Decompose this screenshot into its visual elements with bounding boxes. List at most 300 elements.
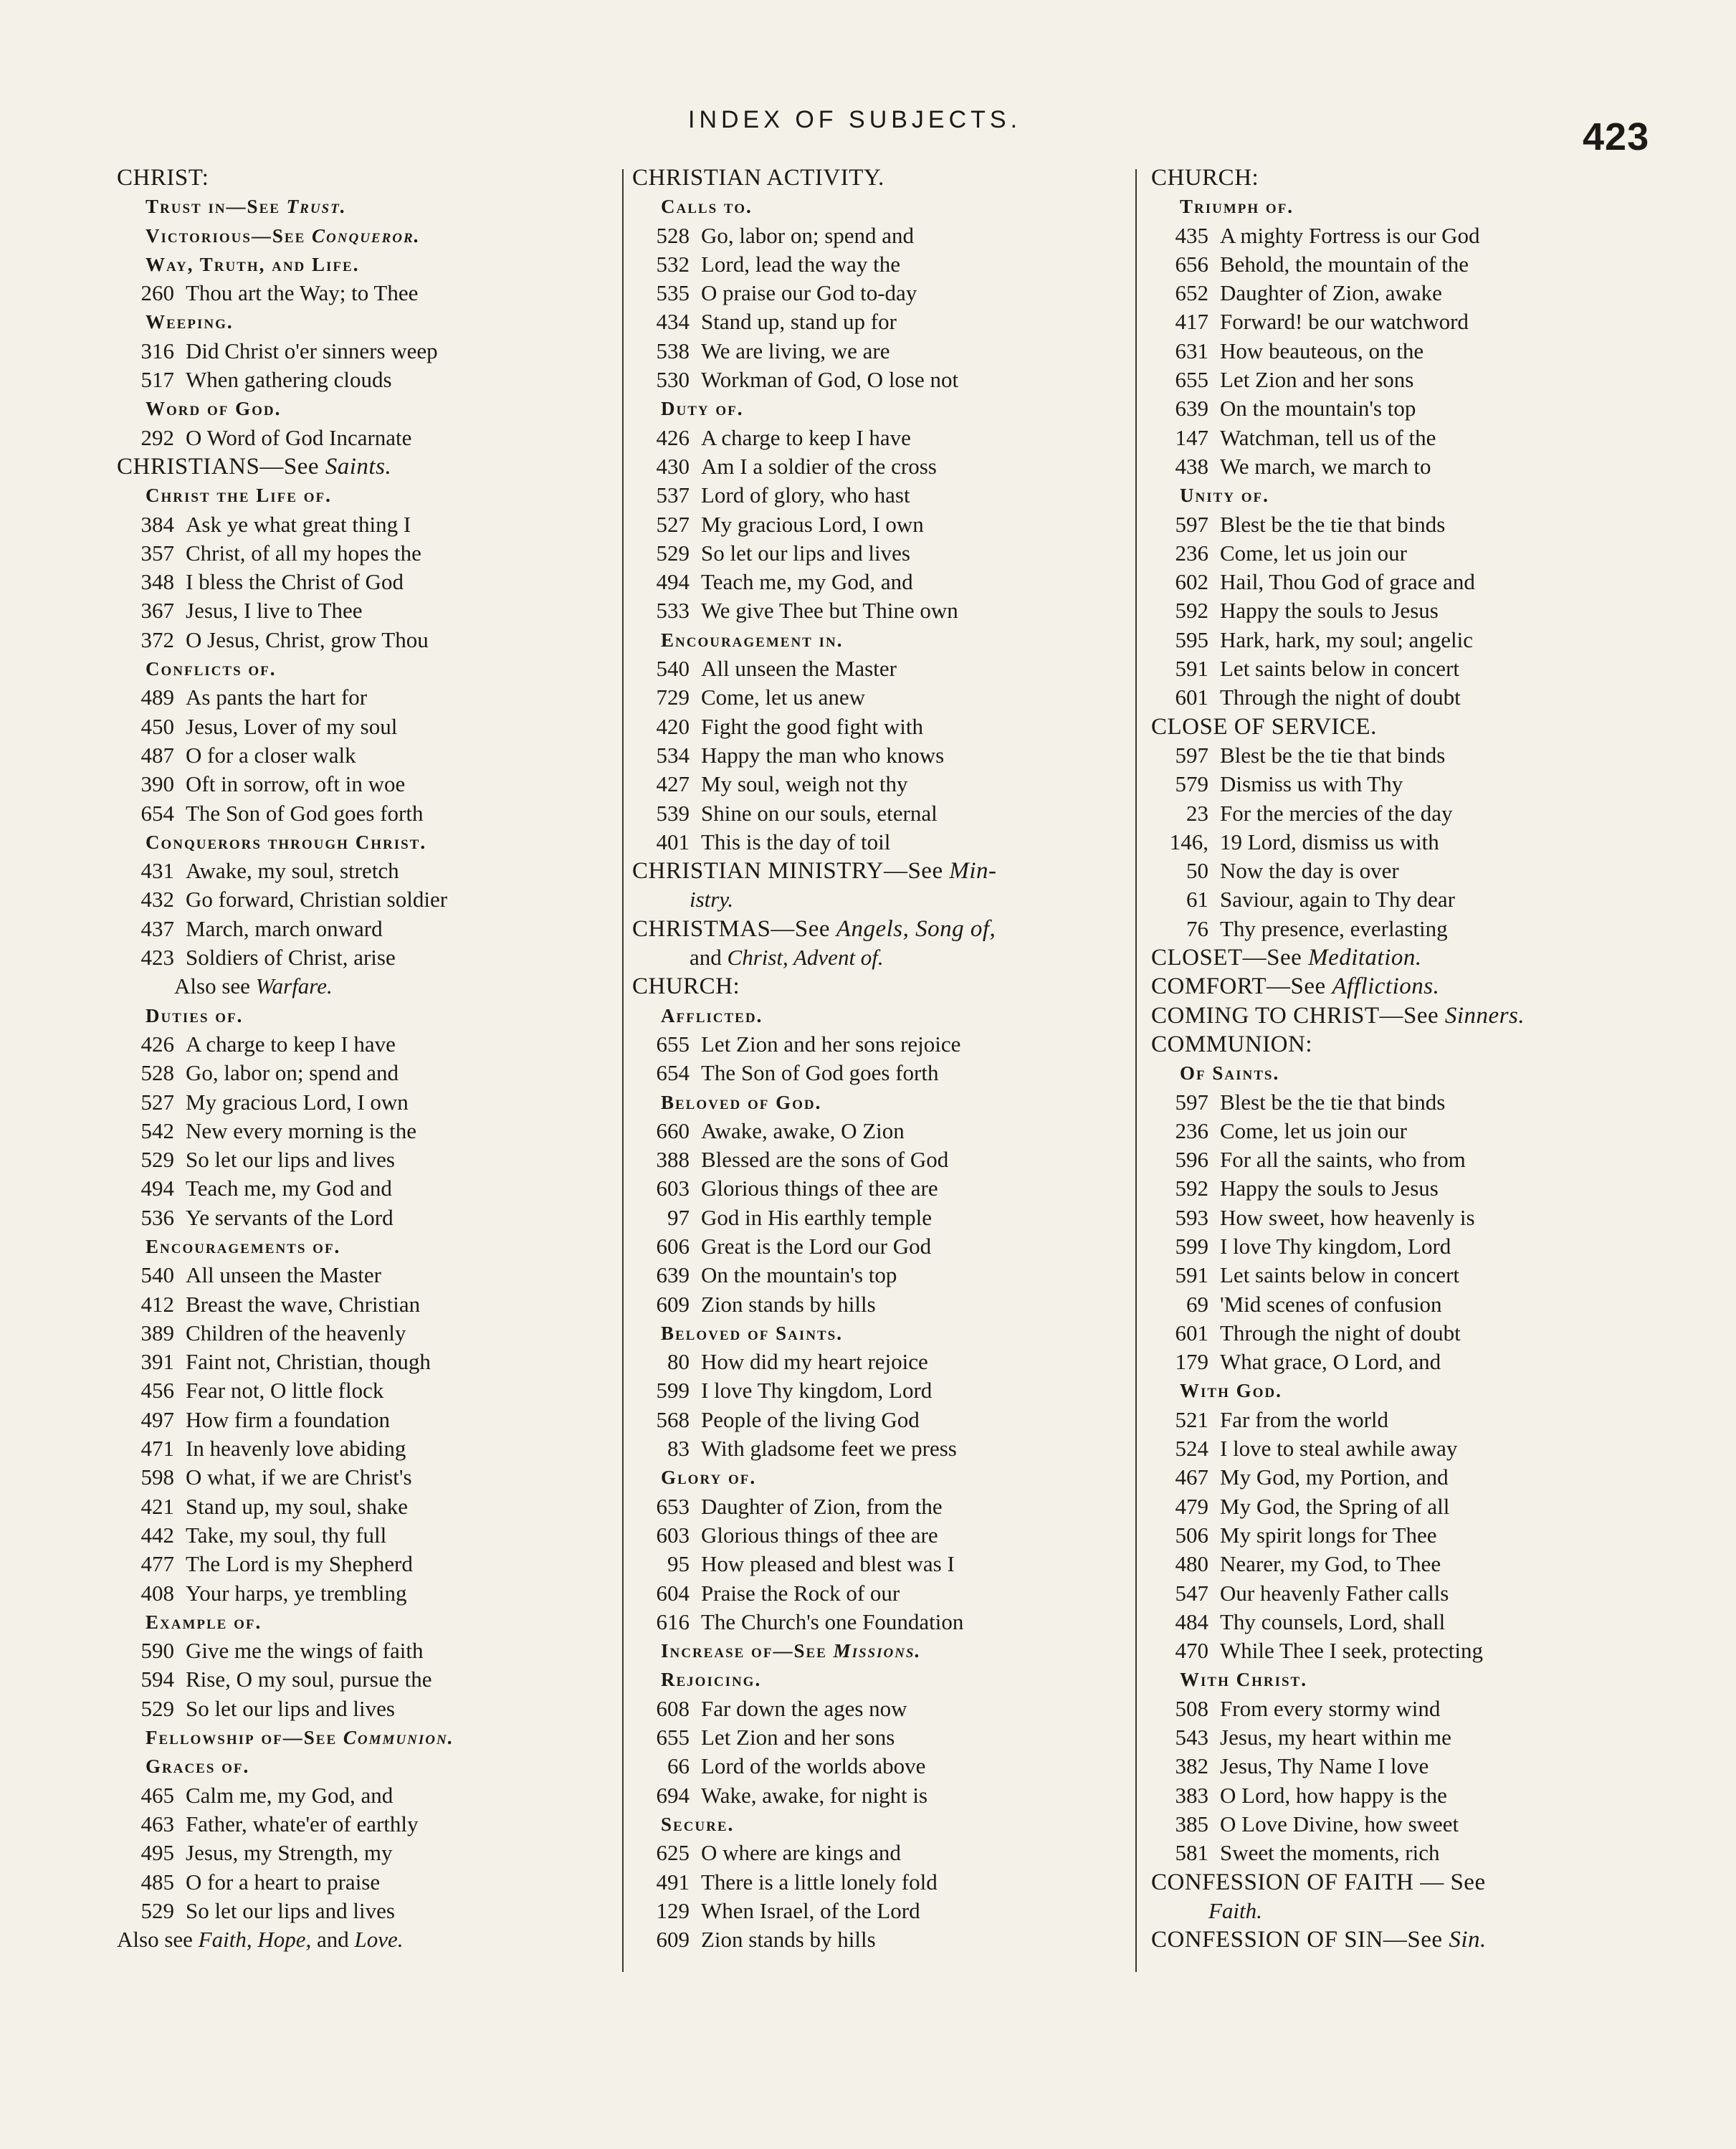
hymn-entry <box>1151 1492 1674 1521</box>
heading-text: CLOSE OF SERVICE. <box>1151 713 1377 740</box>
hymn-number: 534 <box>656 742 690 768</box>
heading-continuation <box>1151 1897 1674 1925</box>
hymn-entry <box>1151 1723 1674 1752</box>
hymn-number: 579 <box>1175 771 1208 797</box>
index-heading <box>1151 163 1674 192</box>
subheading-text: Trust in—See <box>146 196 280 218</box>
hymn-first-line: Go, labor on; spend and <box>701 222 915 248</box>
hymn-first-line: Hail, Thou God of grace and <box>1220 569 1475 595</box>
hymn-number: 537 <box>656 482 690 508</box>
hymn-first-line: Saviour, again to Thy dear <box>1220 887 1455 913</box>
hymn-first-line: When Israel, of the Lord <box>701 1897 920 1923</box>
hymn-number: 581 <box>1175 1840 1208 1866</box>
index-subheading <box>117 1232 640 1261</box>
hymn-first-line: Lord of the worlds above <box>701 1753 926 1779</box>
hymn-number: 497 <box>140 1406 174 1432</box>
subheading-text: Secure. <box>661 1813 735 1835</box>
hymn-first-line: A mighty Fortress is our God <box>1220 222 1480 248</box>
hymn-number: 594 <box>140 1667 174 1692</box>
hymn-entry <box>117 1695 640 1723</box>
hymn-entry <box>1151 741 1674 770</box>
hymn-entry <box>117 1376 640 1405</box>
hymn-first-line: For all the saints, who from <box>1220 1147 1466 1173</box>
hymn-entry <box>1151 1579 1674 1608</box>
hymn-first-line: So let our lips and lives <box>701 540 910 566</box>
cross-reference: Faith, Hope, <box>198 1927 312 1953</box>
hymn-number: 599 <box>1175 1233 1208 1259</box>
hymn-number: 292 <box>140 424 174 450</box>
hymn-entry <box>117 424 640 452</box>
hymn-entry <box>632 799 1155 828</box>
heading-text: COMMUNION: <box>1151 1031 1313 1057</box>
hymn-first-line: The Lord is my Shepherd <box>186 1551 413 1577</box>
hymn-number: 568 <box>656 1406 690 1432</box>
hymn-entry <box>632 1434 1155 1463</box>
hymn-first-line: So let our lips and lives <box>186 1147 395 1173</box>
index-subheading <box>117 1752 640 1781</box>
hymn-entry <box>1151 770 1674 799</box>
hymn-entry <box>1151 1088 1674 1117</box>
hymn-first-line: Did Christ o'er sinners weep <box>186 338 438 363</box>
hymn-number: 382 <box>1175 1753 1208 1779</box>
hymn-number: 599 <box>656 1378 690 1404</box>
hymn-first-line: We give Thee but Thine own <box>701 598 958 624</box>
hymn-first-line: Lord of glory, who hast <box>701 482 910 508</box>
index-subheading <box>117 394 640 423</box>
hymn-number: 536 <box>140 1204 174 1230</box>
subheading-text: Weeping. <box>146 311 234 333</box>
hymn-first-line: My soul, weigh not thy <box>701 771 908 797</box>
hymn-first-line: Stand up, stand up for <box>701 309 897 335</box>
hymn-number: 465 <box>140 1782 174 1808</box>
hymn-first-line: Daughter of Zion, from the <box>701 1493 943 1519</box>
hymn-entry <box>117 1781 640 1810</box>
hymn-first-line: Children of the heavenly <box>186 1320 406 1345</box>
index-heading <box>632 972 1155 1001</box>
hymn-entry <box>117 1550 640 1578</box>
hymn-number: 83 <box>667 1436 690 1462</box>
hymn-number: 547 <box>1175 1580 1208 1606</box>
hymn-first-line: Fight the good fight with <box>701 713 923 739</box>
hymn-number: 597 <box>1175 511 1208 537</box>
hymn-entry <box>117 1897 640 1925</box>
hymn-first-line: I love to steal awhile away <box>1220 1436 1458 1462</box>
hymn-first-line: Stand up, my soul, shake <box>186 1493 408 1519</box>
index-subheading <box>1151 1059 1674 1087</box>
index-subheading <box>117 1723 640 1752</box>
hymn-entry <box>117 1868 640 1897</box>
hymn-number: 625 <box>656 1840 690 1866</box>
hymn-first-line: My gracious Lord, I own <box>186 1089 409 1115</box>
hymn-number: 603 <box>656 1522 690 1548</box>
hymn-first-line: Let saints below in concert <box>1220 656 1460 682</box>
hymn-first-line: Jesus, my Strength, my <box>186 1840 393 1866</box>
hymn-first-line: Calm me, my God, and <box>186 1782 394 1808</box>
hymn-number: 260 <box>140 280 174 306</box>
hymn-number: 656 <box>1175 251 1208 277</box>
hymn-first-line: Faint not, Christian, though <box>186 1349 431 1375</box>
index-heading <box>1151 1030 1674 1059</box>
hymn-first-line: Our heavenly Father calls <box>1220 1580 1449 1606</box>
hymn-first-line: 'Mid scenes of confusion <box>1220 1291 1442 1317</box>
subheading-text: Conflicts of. <box>146 658 277 680</box>
hymn-first-line: For the mercies of the day <box>1220 800 1453 826</box>
hymn-first-line: Your harps, ye trembling <box>186 1580 407 1606</box>
hymn-entry <box>117 1261 640 1290</box>
hymn-first-line: Daughter of Zion, awake <box>1220 280 1442 306</box>
hymn-first-line: Awake, awake, O Zion <box>701 1118 905 1143</box>
subheading-text: Triumph of. <box>1180 196 1294 218</box>
hymn-entry <box>632 1781 1155 1810</box>
subheading-text: Beloved of God. <box>661 1091 822 1113</box>
hymn-entry <box>632 279 1155 308</box>
hymn-number: 372 <box>140 626 174 652</box>
hymn-first-line: O for a heart to praise <box>186 1869 381 1895</box>
hymn-first-line: O what, if we are Christ's <box>186 1464 412 1490</box>
hymn-first-line: So let our lips and lives <box>186 1695 395 1721</box>
hymn-entry <box>117 683 640 712</box>
hymn-entry <box>117 1463 640 1492</box>
hymn-entry <box>1151 452 1674 481</box>
hymn-entry <box>1151 683 1674 712</box>
hymn-number: 591 <box>1175 1262 1208 1288</box>
hymn-entry <box>1151 337 1674 366</box>
see-also-text: Also see <box>174 973 256 999</box>
hymn-number: 655 <box>656 1725 690 1750</box>
hymn-number: 527 <box>656 511 690 537</box>
hymn-first-line: New every morning is the <box>186 1118 416 1143</box>
hymn-number: 95 <box>667 1551 690 1577</box>
hymn-entry <box>1151 654 1674 683</box>
index-heading <box>117 163 640 192</box>
hymn-first-line: Blessed are the sons of God <box>701 1147 949 1173</box>
subheading-text: Fellowship of—See <box>146 1727 338 1749</box>
hymn-entry <box>632 654 1155 683</box>
hymn-entry <box>632 1261 1155 1290</box>
hymn-number: 97 <box>667 1204 690 1230</box>
hymn-number: 639 <box>1175 396 1208 421</box>
hymn-first-line: Workman of God, O lose not <box>701 367 959 393</box>
hymn-number: 463 <box>140 1811 174 1836</box>
index-subheading <box>632 192 1155 221</box>
hymn-entry <box>632 1059 1155 1087</box>
hymn-entry <box>1151 1232 1674 1261</box>
hymn-first-line: The Church's one Foundation <box>701 1609 964 1634</box>
index-heading <box>1151 713 1674 741</box>
subheading-text: Increase of—See <box>661 1640 827 1662</box>
hymn-number: 388 <box>656 1147 690 1173</box>
hymn-entry <box>632 337 1155 366</box>
hymn-entry <box>117 1810 640 1839</box>
continuation-text: and <box>690 945 728 971</box>
subheading-text: Christ the Life of. <box>146 485 332 507</box>
hymn-entry <box>632 1030 1155 1059</box>
hymn-first-line: How did my heart rejoice <box>701 1349 928 1375</box>
hymn-entry <box>1151 510 1674 539</box>
hymn-first-line: Teach me, my God, and <box>701 569 913 595</box>
hymn-first-line: Nearer, my God, to Thee <box>1220 1551 1441 1577</box>
hymn-entry <box>1151 1117 1674 1145</box>
hymn-entry <box>117 510 640 539</box>
hymn-entry <box>117 857 640 885</box>
hymn-entry <box>117 713 640 741</box>
hymn-first-line: Ask ye what great thing I <box>186 511 411 537</box>
hymn-first-line: Through the night of doubt <box>1220 685 1461 710</box>
hymn-first-line: Blest be the tie that binds <box>1220 742 1446 768</box>
hymn-number: 485 <box>140 1869 174 1895</box>
hymn-entry <box>117 1492 640 1521</box>
hymn-first-line: Christ, of all my hopes the <box>186 540 421 566</box>
hymn-entry <box>632 1868 1155 1897</box>
hymn-entry <box>117 1290 640 1319</box>
hymn-entry <box>117 596 640 625</box>
hymn-number: 491 <box>656 1869 690 1895</box>
index-heading <box>1151 972 1674 1001</box>
hymn-entry <box>632 568 1155 596</box>
hymn-first-line: Jesus, Thy Name I love <box>1220 1753 1429 1779</box>
hymn-first-line: Blest be the tie that binds <box>1220 1089 1446 1115</box>
hymn-number: 367 <box>140 598 174 624</box>
hymn-entry <box>1151 1290 1674 1319</box>
hymn-number: 426 <box>656 424 690 450</box>
hymn-entry <box>117 279 640 308</box>
hymn-first-line: Happy the souls to Jesus <box>1220 598 1439 624</box>
subheading-text: Unity of. <box>1180 485 1269 507</box>
hymn-entry <box>1151 1348 1674 1376</box>
hymn-first-line: Come, let us anew <box>701 685 866 710</box>
hymn-number: 506 <box>1175 1522 1208 1548</box>
index-subheading <box>632 1463 1155 1492</box>
hymn-entry <box>1151 915 1674 943</box>
hymn-entry <box>117 1406 640 1434</box>
hymn-number: 23 <box>1186 800 1208 826</box>
hymn-entry <box>1151 394 1674 423</box>
index-subheading <box>117 250 640 279</box>
hymn-number: 487 <box>140 742 174 768</box>
hymn-number: 383 <box>1175 1782 1208 1808</box>
hymn-entry <box>632 424 1155 452</box>
hymn-number: 494 <box>140 1176 174 1201</box>
hymn-first-line: Let Zion and her sons <box>1220 367 1414 393</box>
hymn-entry <box>1151 1781 1674 1810</box>
hymn-number: 609 <box>656 1927 690 1953</box>
index-subheading <box>1151 1665 1674 1694</box>
hymn-entry <box>1151 799 1674 828</box>
heading-text: CHRISTIAN MINISTRY—See <box>632 858 943 885</box>
hymn-entry <box>117 1579 640 1608</box>
hymn-entry <box>632 1117 1155 1145</box>
index-subheading <box>117 192 640 221</box>
hymn-first-line: Shine on our souls, eternal <box>701 800 938 826</box>
index-heading <box>632 163 1155 192</box>
index-subheading <box>117 828 640 857</box>
heading-text: CHURCH: <box>632 973 740 1000</box>
hymn-number: 50 <box>1186 858 1208 884</box>
hymn-number: 653 <box>656 1493 690 1519</box>
hymn-number: 535 <box>656 280 690 306</box>
hymn-entry <box>632 828 1155 857</box>
running-head: INDEX OF SUBJECTS. <box>688 106 1022 133</box>
cross-reference: Christ, Advent of. <box>727 945 884 971</box>
hymn-first-line: Awake, my soul, stretch <box>186 858 399 884</box>
hymn-number: 408 <box>140 1580 174 1606</box>
hymn-entry <box>1151 1434 1674 1463</box>
hymn-entry <box>632 1839 1155 1867</box>
hymn-number: 538 <box>656 338 690 363</box>
hymn-entry <box>632 1608 1155 1636</box>
index-subheading <box>632 626 1155 654</box>
index-subheading <box>1151 481 1674 510</box>
subheading-text: Rejoicing. <box>661 1669 762 1691</box>
hymn-entry <box>1151 539 1674 568</box>
hymn-entry <box>632 596 1155 625</box>
hymn-number: 540 <box>656 656 690 682</box>
hymn-entry <box>1151 1810 1674 1839</box>
hymn-entry <box>117 915 640 943</box>
index-heading <box>1151 1001 1674 1030</box>
hymn-number: 597 <box>1175 742 1208 768</box>
hymn-entry <box>632 452 1155 481</box>
hymn-first-line: 19 Lord, dismiss us with <box>1220 829 1439 854</box>
hymn-number: 654 <box>656 1060 690 1086</box>
hymn-entry <box>1151 1521 1674 1550</box>
subheading-text: Duties of. <box>146 1004 244 1026</box>
hymn-number: 601 <box>1175 685 1208 710</box>
hymn-first-line: O Jesus, Christ, grow Thou <box>186 626 429 652</box>
hymn-first-line: Teach me, my God and <box>186 1176 392 1201</box>
page-header <box>0 106 1736 158</box>
hymn-entry <box>117 1088 640 1117</box>
cross-reference: Afflictions. <box>1332 973 1440 1000</box>
hymn-entry <box>1151 1406 1674 1434</box>
hymn-first-line: Blest be the tie that binds <box>1220 511 1446 537</box>
hymn-first-line: The Son of God goes forth <box>186 800 424 826</box>
hymn-first-line: Jesus, I live to Thee <box>186 598 363 624</box>
index-subheading <box>632 1088 1155 1117</box>
hymn-entry <box>632 481 1155 510</box>
hymn-entry <box>1151 1636 1674 1665</box>
hymn-entry <box>117 770 640 799</box>
hymn-entry <box>632 1290 1155 1319</box>
hymn-entry <box>117 1521 640 1550</box>
hymn-number: 529 <box>140 1147 174 1173</box>
hymn-first-line: How sweet, how heavenly is <box>1220 1204 1475 1230</box>
hymn-first-line: Happy the souls to Jesus <box>1220 1176 1439 1201</box>
hymn-number: 606 <box>656 1233 690 1259</box>
hymn-first-line: O Love Divine, how sweet <box>1220 1811 1459 1836</box>
hymn-entry <box>1151 1752 1674 1781</box>
hymn-entry <box>632 510 1155 539</box>
hymn-entry <box>1151 1261 1674 1290</box>
hymn-first-line: My gracious Lord, I own <box>701 511 924 537</box>
hymn-number: 456 <box>140 1378 174 1404</box>
hymn-number: 729 <box>656 685 690 710</box>
hymn-first-line: Dismiss us with Thy <box>1220 771 1403 797</box>
hymn-first-line: Rise, O my soul, pursue the <box>186 1667 432 1692</box>
heading-text: CLOSET—See <box>1151 945 1302 971</box>
hymn-number: 533 <box>656 598 690 624</box>
hymn-first-line: When gathering clouds <box>186 367 392 393</box>
cross-reference: istry. <box>690 887 734 913</box>
index-subheading <box>117 308 640 336</box>
hymn-entry <box>632 741 1155 770</box>
cross-reference: Sinners. <box>1444 1002 1525 1029</box>
heading-continuation <box>632 885 1155 914</box>
hymn-number: 384 <box>140 511 174 537</box>
hymn-number: 631 <box>1175 338 1208 363</box>
hymn-first-line: What grace, O Lord, and <box>1220 1349 1441 1375</box>
hymn-first-line: How firm a foundation <box>186 1406 390 1432</box>
hymn-entry <box>632 1925 1155 1954</box>
cross-reference: Faith. <box>1208 1897 1262 1923</box>
hymn-first-line: Jesus, my heart within me <box>1220 1725 1451 1750</box>
hymn-first-line: On the mountain's top <box>1220 396 1416 421</box>
hymn-first-line: Take, my soul, thy full <box>186 1522 387 1548</box>
hymn-number: 494 <box>656 569 690 595</box>
hymn-first-line: Go forward, Christian soldier <box>186 887 448 913</box>
subheading-text: Afflicted. <box>661 1004 763 1026</box>
hymn-number: 597 <box>1175 1089 1208 1115</box>
hymn-first-line: As pants the hart for <box>186 685 368 710</box>
hymn-entry <box>632 1376 1155 1405</box>
hymn-number: 430 <box>656 453 690 479</box>
index-heading <box>632 857 1155 885</box>
hymn-number: 652 <box>1175 280 1208 306</box>
hymn-number: 61 <box>1186 887 1208 913</box>
subheading-text: Duty of. <box>661 398 744 420</box>
hymn-first-line: Zion stands by hills <box>701 1927 876 1953</box>
hymn-entry <box>117 1030 640 1059</box>
hymn-entry <box>632 1232 1155 1261</box>
hymn-first-line: Now the day is over <box>1220 858 1399 884</box>
hymn-number: 437 <box>140 915 174 941</box>
subheading-text: Victorious—See <box>146 224 306 247</box>
hymn-entry <box>117 1059 640 1087</box>
cross-reference: Sin. <box>1449 1927 1487 1953</box>
hymn-entry <box>117 1665 640 1694</box>
hymn-entry <box>1151 626 1674 654</box>
hymn-entry <box>117 1636 640 1665</box>
hymn-number: 616 <box>656 1609 690 1634</box>
hymn-first-line: Let Zion and her sons rejoice <box>701 1031 961 1057</box>
hymn-number: 147 <box>1175 424 1208 450</box>
hymn-first-line: I love Thy kingdom, Lord <box>701 1378 933 1404</box>
page-number: 423 <box>1583 115 1650 158</box>
hymn-entry <box>117 1145 640 1174</box>
cross-reference: Missions. <box>833 1640 922 1662</box>
hymn-entry <box>1151 1204 1674 1232</box>
hymn-entry <box>632 221 1155 250</box>
hymn-entry <box>117 943 640 972</box>
hymn-number: 477 <box>140 1551 174 1577</box>
hymn-first-line: Father, whate'er of earthly <box>186 1811 419 1836</box>
hymn-number: 529 <box>140 1897 174 1923</box>
hymn-entry <box>1151 1174 1674 1203</box>
hymn-first-line: Happy the man who knows <box>701 742 945 768</box>
hymn-first-line: There is a little lonely fold <box>701 1869 938 1895</box>
hymn-number: 421 <box>140 1493 174 1519</box>
hymn-number: 146, <box>1169 829 1208 854</box>
subheading-text: Calls to. <box>661 196 753 218</box>
hymn-first-line: With gladsome feet we press <box>701 1436 957 1462</box>
cross-reference: Saints. <box>325 453 392 480</box>
hymn-first-line: Come, let us join our <box>1220 1118 1407 1143</box>
subheading-text: Encouragements of. <box>146 1235 341 1257</box>
hymn-entry <box>1151 366 1674 394</box>
subheading-text: Glory of. <box>661 1467 757 1489</box>
hymn-number: 660 <box>656 1118 690 1143</box>
hymn-entry <box>632 1550 1155 1578</box>
